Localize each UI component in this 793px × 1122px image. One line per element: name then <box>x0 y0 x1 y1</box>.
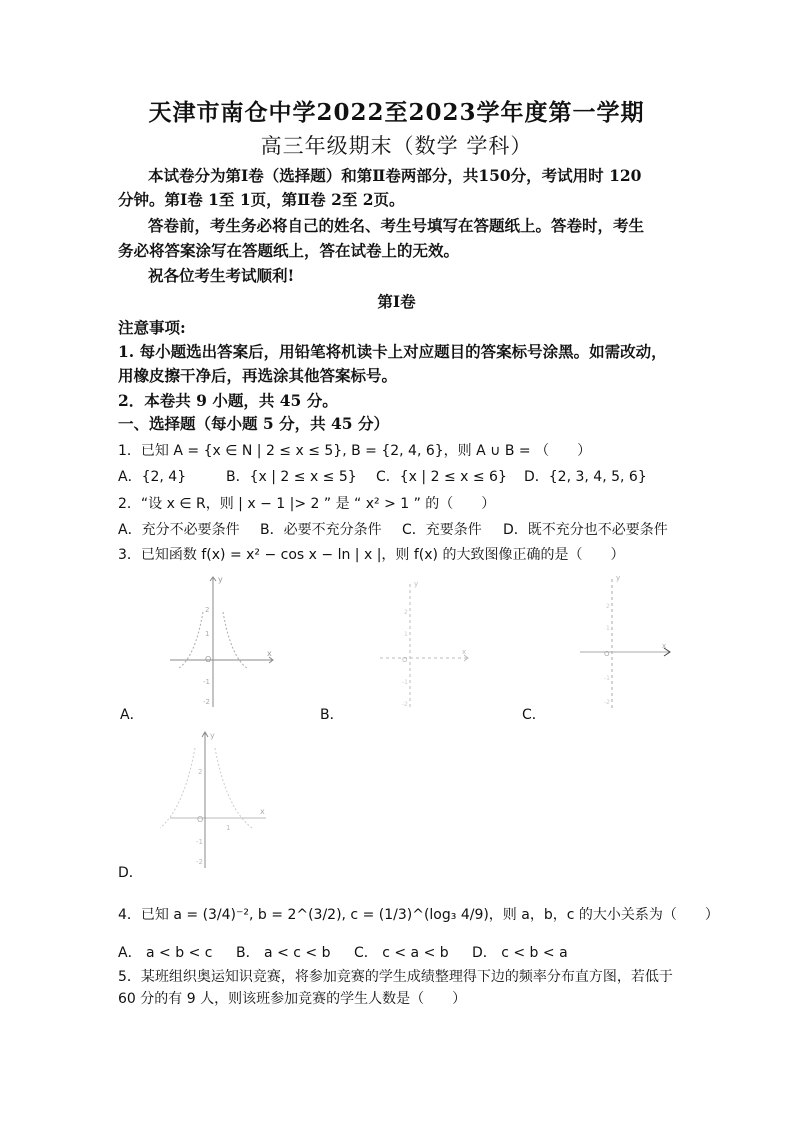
question-2-stem: 2．“设 x ∈ R，则 | x − 1 |> 2 ” 是 “ x² > 1 ” 的（ ） <box>118 496 496 512</box>
graph-d-tick-n1: -1 <box>196 838 203 846</box>
graph-b-tick-n1: -1 <box>402 679 408 686</box>
q4-option-b[interactable]: B． a < c < b <box>236 945 331 961</box>
q2-option-a[interactable]: A．充分不必要条件 <box>118 522 240 538</box>
note-2: 2．本卷共 9 小题，共 45 分。 <box>118 391 338 410</box>
q1-option-c[interactable]: C．{x | 2 ≤ x ≤ 6} <box>376 469 507 485</box>
graph-c-label[interactable]: C． <box>522 707 546 723</box>
q1-option-b[interactable]: B．{x | 2 ≤ x ≤ 5} <box>226 469 357 485</box>
q2-option-c[interactable]: C．充要条件 <box>402 522 482 538</box>
graph-a-y-label: y <box>218 575 223 584</box>
q2-option-d[interactable]: D．既不充分也不必要条件 <box>503 522 668 538</box>
question-5-stem-line-1: 5．某班组织奥运知识竞赛，将参加竞赛的学生成绩整理得下边的频率分布直方图，若低于 <box>118 969 673 985</box>
question-4-stem: 4．已知 a = (3/4)⁻², b = 2^(3/2), c = (1/3)^(log₃ 4/9)，则 a，b，c 的大小关系为（ ） <box>118 907 719 923</box>
exam-subtitle: 高三年级期末（数学 学科） <box>260 134 533 158</box>
intro-paragraph-1-line-1: 本试卷分为第Ⅰ卷（选择题）和第Ⅱ卷两部分，共150分，考试用时 120 <box>148 166 642 185</box>
graph-a-tick-n2: -2 <box>203 698 210 706</box>
graph-a-label[interactable]: A． <box>120 707 144 723</box>
graph-c-y-label: y <box>616 574 621 582</box>
graph-d[interactable] <box>160 728 280 873</box>
graph-a[interactable] <box>165 572 285 712</box>
section-heading: 第Ⅰ卷 <box>377 292 416 311</box>
note-1-line-2: 用橡皮擦干净后，再选涂其他答案标号。 <box>118 366 398 385</box>
graph-a-tick-1: 1 <box>205 630 210 638</box>
graph-b-x-label: x <box>462 648 467 656</box>
q4-option-d[interactable]: D． c < b < a <box>472 945 568 961</box>
question-2-options <box>118 519 683 539</box>
good-luck-text: 祝各位考生考试顺利! <box>148 266 295 285</box>
graph-b-label[interactable]: B． <box>320 707 344 723</box>
part-title: 一、选择题（每小题 5 分，共 45 分） <box>118 414 389 433</box>
intro-paragraph-1-line-2: 分钟。第Ⅰ卷 1至 1页，第Ⅱ卷 2至 2页。 <box>118 190 405 209</box>
exam-title: 天津市南仓中学2022至2023学年度第一学期 <box>148 99 645 126</box>
intro-paragraph-2-line-2: 务必将答案涂写在答题纸上，答在试卷上的无效。 <box>118 241 460 260</box>
question-4-options <box>118 942 683 962</box>
graph-d-origin: O <box>197 815 204 824</box>
graph-d-tick-1: 1 <box>226 824 231 832</box>
graph-a-x-label: x <box>267 649 272 658</box>
graph-c[interactable] <box>570 568 680 713</box>
graph-b-tick-n2: -2 <box>402 701 408 708</box>
graph-c-tick-1: 1 <box>606 625 610 632</box>
q1-option-d[interactable]: D．{2, 3, 4, 5, 6} <box>524 469 647 485</box>
q2-option-b[interactable]: B．必要不充分条件 <box>260 522 382 538</box>
graph-d-label[interactable]: D． <box>118 865 143 881</box>
graph-b[interactable] <box>370 572 480 712</box>
question-3-stem: 3．已知函数 f(x) = x² − cos x − ln | x |，则 f(x) 的大致图像正确的是（ ） <box>118 547 625 563</box>
q4-option-c[interactable]: C． c < a < b <box>354 945 449 961</box>
graph-a-tick-2: 2 <box>205 606 210 614</box>
intro-paragraph-2-line-1: 答卷前，考生务必将自己的姓名、考生号填写在答题纸上。答卷时，考生 <box>148 216 645 235</box>
graph-b-origin: O <box>402 656 408 664</box>
q4-option-a[interactable]: A． a < b < c <box>118 945 213 961</box>
question-5-stem-line-2: 60 分的有 9 人，则该班参加竞赛的学生人数是（ ） <box>118 991 467 1007</box>
notes-title: 注意事项: <box>118 318 186 337</box>
graph-c-tick-2: 2 <box>606 603 610 610</box>
graph-c-tick-n2: -2 <box>604 699 610 706</box>
question-1-options <box>118 466 683 486</box>
graph-b-tick-2: 2 <box>404 609 408 616</box>
graph-d-tick-2: 2 <box>198 768 203 776</box>
graph-d-y-label: y <box>210 731 215 740</box>
graph-b-y-label: y <box>414 580 419 588</box>
q1-option-a[interactable]: A．{2, 4} <box>118 469 187 485</box>
graph-d-tick-n2: -2 <box>196 858 203 866</box>
graph-b-tick-1: 1 <box>404 631 408 638</box>
graph-c-tick-n1: -1 <box>604 675 610 682</box>
question-1-stem: 1．已知 A = {x ∈ N | 2 ≤ x ≤ 5}, B = {2, 4, 6}，则 A ∪ B = （ ） <box>118 443 592 459</box>
graph-a-tick-n1: -1 <box>203 678 210 686</box>
graph-c-x-label: x <box>662 642 667 650</box>
graph-c-origin: O <box>604 650 610 658</box>
note-1-line-1: 1. 每小题选出答案后，用铅笔将机读卡上对应题目的答案标号涂黑。如需改动， <box>118 342 667 361</box>
graph-a-origin: O <box>205 655 212 664</box>
graph-d-curve <box>160 748 252 828</box>
graph-d-x-label: x <box>260 807 265 816</box>
